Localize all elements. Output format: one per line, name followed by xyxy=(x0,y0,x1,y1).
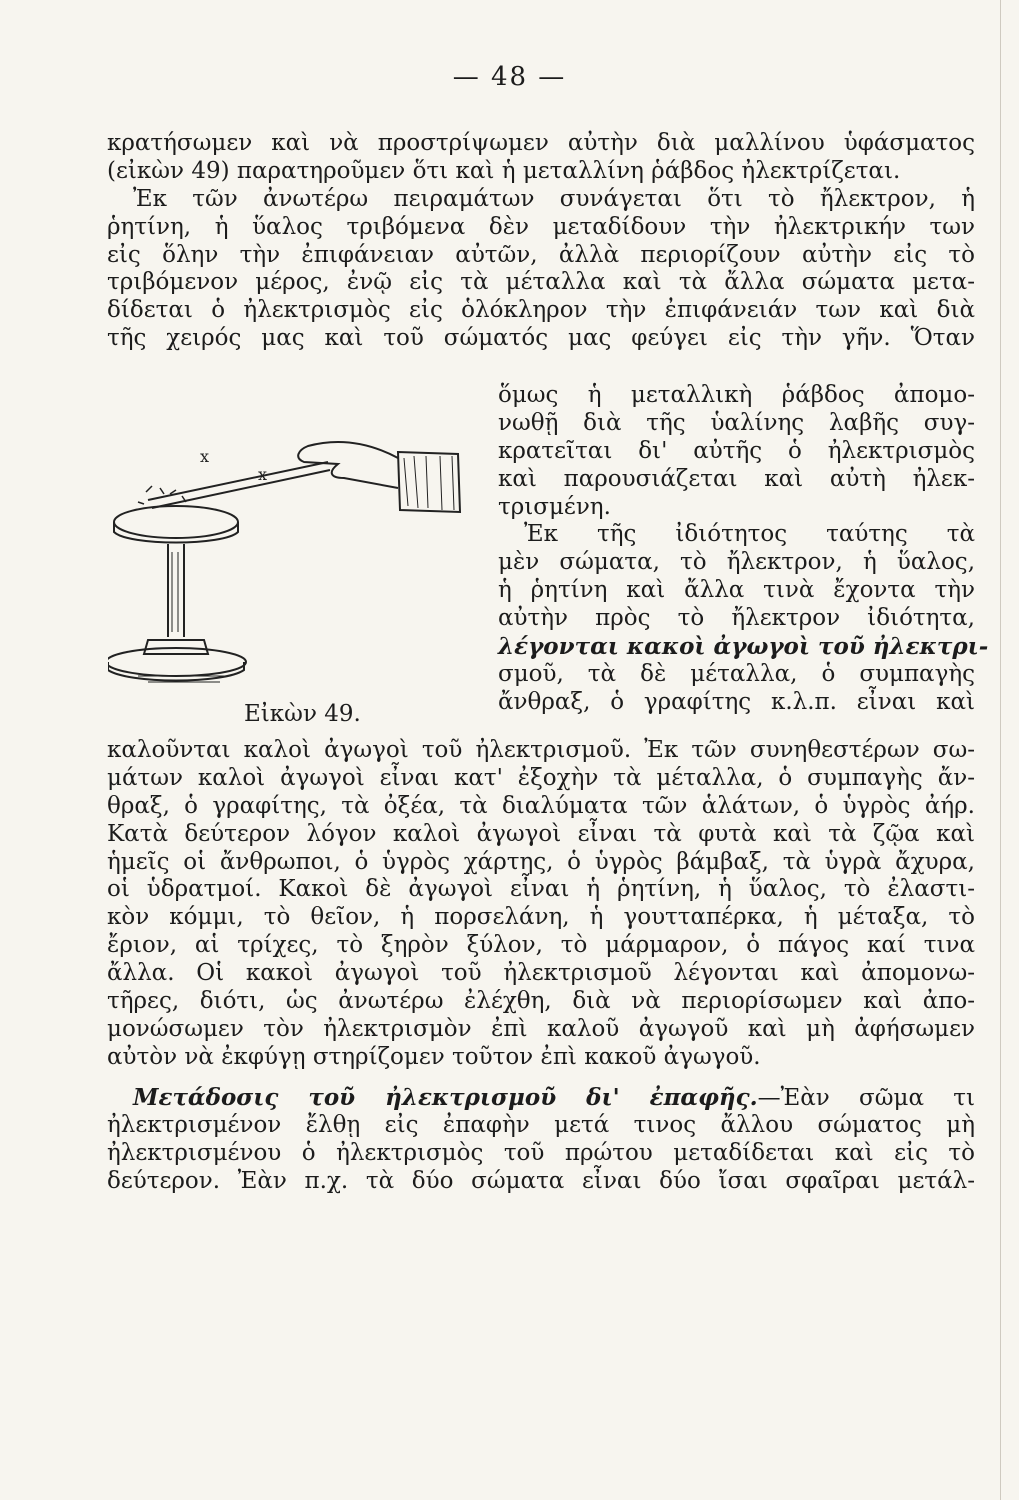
mark-x-right: x xyxy=(258,465,268,484)
text-line: (εἰκὼν 49) παρατηροῦμεν ὅτι καὶ ἡ μεταλλίνη ῥάβδος ἠλεκτρίζεται. xyxy=(107,157,901,184)
text-line: αὐτὴν πρὸς τὸ ἤλεκτρον ἰδιότητα, xyxy=(498,605,975,632)
text-line: ῥητίνη, ἡ ὕαλος τριβόμενα δὲν μεταδίδουν τὴν ἠλεκτρικήν των xyxy=(107,213,975,240)
text-line: θραξ, ὁ γραφίτης, τὰ ὀξέα, τὰ διαλύματα τῶν ἁλάτων, ὁ ὑγρὸς ἀήρ. xyxy=(107,792,975,819)
metal-rod xyxy=(148,462,330,508)
text-line: νωθῇ διὰ τῆς ὑαλίνης λαβῆς συγ- xyxy=(498,409,975,436)
section-heading: Μετάδοσις τοῦ ἠλεκτρισμοῦ δι' ἐπαφῆς. xyxy=(133,1084,758,1111)
text-line: ἄνθραξ, ὁ γραφίτης κ.λ.π. εἶναι καὶ xyxy=(498,688,975,715)
text-line: λέγονται κακοὶ ἀγωγοὶ τοῦ ἠλεκτρι- xyxy=(498,633,989,661)
section-heading-tail: Ἐὰν σῶμα τι xyxy=(780,1085,975,1111)
electroscope-illustration xyxy=(108,392,468,692)
text-line: μὲν σώματα, τὸ ἤλεκτρον, ἡ ὕαλος, xyxy=(498,549,975,576)
text-line: ἄλλα. Οἱ κακοὶ ἀγωγοὶ τοῦ ἠλεκτρισμοῦ λέγονται καὶ ἀπομονω- xyxy=(107,960,975,987)
table-top xyxy=(114,506,238,538)
text-line: τρισμένη. xyxy=(498,493,611,520)
text-line: Ἐκ τῶν ἀνωτέρω πειραμάτων συνάγεται ὅτι τὸ ἤλεκτρον, ἡ xyxy=(133,185,975,212)
text-line: κὸν κόμμι, τὸ θεῖον, ἡ πορσελάνη, ἡ γουτταπέρκα, ἡ μέταξα, τὸ xyxy=(107,904,975,931)
text-line: μάτων καλοὶ ἀγωγοὶ εἶναι κατ' ἐξοχὴν τὰ μέταλλα, ὁ συμπαγὴς ἄν- xyxy=(107,764,975,791)
text-line: Ἐκ τῆς ἰδιότητος ταύτης τὰ xyxy=(524,521,975,548)
text-line: ἡ ῥητίνη καὶ ἄλλα τινὰ ἔχοντα τὴν xyxy=(498,577,975,604)
text-line: τῆς χειρός μας καὶ τοῦ σώματός μας φεύγει εἰς τὴν γῆν. Ὅταν xyxy=(107,325,975,352)
text-line: οἱ ὑδρατμοί. Κακοὶ δὲ ἀγωγοὶ εἶναι ἡ ῥητίνη, ἡ ὕαλος, τὸ ἐλαστι- xyxy=(107,876,975,903)
text-block-top xyxy=(107,130,975,353)
figure-caption: Εἰκὼν 49. xyxy=(244,701,361,727)
text-line: Κατὰ δεύτερον λόγον καλοὶ ἀγωγοὶ εἶναι τὰ φυτὰ καὶ τὰ ζῷα καὶ xyxy=(107,820,975,847)
glass-stem xyxy=(168,544,184,637)
text-line: ἠλεκτρισμένον ἔλθῃ εἰς ἐπαφὴν μετά τινος ἄλλου σώματος μὴ xyxy=(107,1111,975,1138)
text-line: κρατήσωμεν καὶ νὰ προστρίψωμεν αὐτὴν διὰ μαλλίνου ὑφάσματος xyxy=(107,130,975,156)
text-line: ὅμως ἡ μεταλλικὴ ῥάβδος ἀπομο- xyxy=(498,382,975,408)
mark-x-left: x xyxy=(200,447,210,466)
text-line: δίδεται ὁ ἠλεκτρισμὸς εἰς ὁλόκληρον τὴν ἐπιφάνειάν των καὶ διὰ xyxy=(107,297,975,324)
text-line: καλοῦνται καλοὶ ἀγωγοὶ τοῦ ἠλεκτρισμοῦ. Ἐκ τῶν συνηθεστέρων σω- xyxy=(107,737,975,763)
text-line: μονώσωμεν τὸν ἠλεκτρισμὸν ἐπὶ καλοῦ ἀγωγοῦ καὶ μὴ ἀφήσωμεν xyxy=(107,1015,975,1042)
text-line: κρατεῖται δι' αὐτῆς ὁ ἠλεκτρισμὸς xyxy=(498,437,975,464)
text-line: καὶ παρουσιάζεται καὶ αὐτὴ ἠλεκ- xyxy=(498,465,975,492)
page-edge-line xyxy=(1000,0,1001,1500)
text-line: δεύτερον. Ἐὰν π.χ. τὰ δύο σώματα εἶναι δύο ἴσαι σφαῖραι μετάλ- xyxy=(107,1167,975,1194)
text-block-bottom xyxy=(107,737,975,1072)
text-line: εἰς ὅλην τὴν ἐπιφάνειαν αὐτῶν, ἀλλὰ περιορίζουν αὐτὴν εἰς τὸ xyxy=(107,241,975,268)
text-line: τῆρες, διότι, ὡς ἀνωτέρω ἐλέχθη, διὰ νὰ περιορίσωμεν καὶ ἀπο- xyxy=(107,988,975,1015)
text-block-right xyxy=(498,382,989,717)
text-line: ἡμεῖς οἱ ἄνθρωποι, ὁ ὑγρὸς χάρτης, ὁ ὑγρὸς βάμβαξ, τὰ ὑγρὰ ἄχυρα, xyxy=(107,848,975,875)
text-line: σμοῦ, τὰ δὲ μέταλλα, ὁ συμπαγὴς xyxy=(498,660,975,687)
text-line: αὐτὸν νὰ ἐκφύγῃ στηρίζομεν τοῦτον ἐπὶ κακοῦ ἀγωγοῦ. xyxy=(107,1043,761,1070)
figure-illustration xyxy=(108,392,468,692)
text-line: ἠλεκτρισμένου ὁ ἠλεκτρισμὸς τοῦ πρώτου μεταδίδεται καὶ εἰς τὸ xyxy=(107,1139,975,1166)
text-line: τριβόμενον μέρος, ἐνῷ εἰς τὰ μέταλλα καὶ τὰ ἄλλα σώματα μετα- xyxy=(107,269,975,296)
text-line: ἔριον, αἱ τρίχες, τὸ ξηρὸν ξύλον, τὸ μάρμαρον, ὁ πάγος καί τινα xyxy=(107,932,975,959)
section-dash: — xyxy=(757,1085,781,1111)
page-number: — 48 — xyxy=(452,62,567,92)
section-heading-line xyxy=(107,1084,975,1112)
text-block-section xyxy=(107,1084,975,1196)
